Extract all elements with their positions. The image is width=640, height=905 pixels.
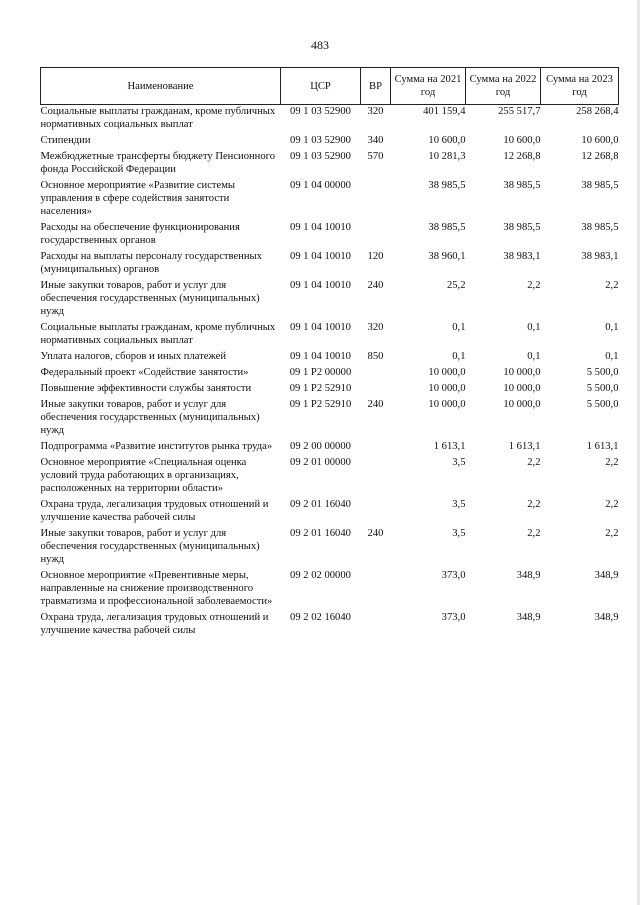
cell-vr: 320	[367, 322, 384, 333]
cell-sum-2022: 10 000,0	[503, 383, 541, 394]
header-sum-2023: Сумма на 2023 год	[541, 68, 619, 105]
cell-sum-2023: 348,9	[594, 612, 619, 623]
cell-sum-2023: 1 613,1	[586, 441, 619, 452]
cell-name: Охрана труда, легализация трудовых отношений и улучшение качества рабочей силы	[40, 612, 269, 636]
cell-sum-2022: 348,9	[516, 570, 541, 581]
cell-name: Иные закупки товаров, работ и услуг для обеспечения государственных (муниципальных) нужд	[40, 528, 260, 565]
table-row	[41, 250, 619, 279]
cell-sum-2022: 0,1	[527, 322, 541, 333]
cell-vr: 240	[367, 280, 384, 291]
cell-sum-2021: 38 960,1	[428, 251, 466, 262]
cell-sum-2021: 38 985,5	[428, 222, 466, 233]
cell-sum-2023: 258 268,4	[576, 106, 619, 117]
cell-sum-2023: 12 268,8	[581, 151, 619, 162]
cell-sum-2021: 3,5	[452, 457, 466, 468]
cell-name: Основное мероприятие «Развитие системы управления в сфере содействия занятости населения»	[40, 180, 236, 217]
cell-sum-2023: 2,2	[605, 528, 619, 539]
cell-name: Основное мероприятие «Специальная оценка условий труда работающих в организациях, расположенных на территории области»	[40, 457, 247, 494]
cell-vr: 120	[367, 251, 384, 262]
cell-name: Повышение эффективности службы занятости	[40, 383, 252, 394]
cell-name: Социальные выплаты гражданам, кроме публичных нормативных социальных выплат	[40, 106, 276, 130]
table-row	[41, 611, 619, 640]
cell-sum-2022: 12 268,8	[503, 151, 541, 162]
cell-name: Иные закупки товаров, работ и услуг для обеспечения государственных (муниципальных) нужд	[40, 280, 260, 317]
table-row	[41, 150, 619, 179]
cell-sum-2023: 5 500,0	[586, 399, 619, 410]
cell-sum-2022: 2,2	[527, 457, 541, 468]
table-row	[41, 279, 619, 321]
cell-name: Расходы на выплаты персоналу государственных (муниципальных) органов	[40, 251, 262, 275]
cell-sum-2021: 10 000,0	[428, 367, 466, 378]
table-row	[41, 179, 619, 221]
cell-sum-2021: 10 000,0	[428, 399, 466, 410]
cell-vr	[361, 611, 391, 640]
cell-sum-2022: 348,9	[516, 612, 541, 623]
cell-csr: 09 1 03 52900	[290, 151, 351, 162]
table-row	[41, 366, 619, 382]
cell-csr: 09 2 01 16040	[290, 528, 351, 539]
cell-name: Охрана труда, легализация трудовых отношений и улучшение качества рабочей силы	[40, 499, 269, 523]
cell-vr	[361, 179, 391, 221]
cell-sum-2021: 10 000,0	[428, 383, 466, 394]
cell-vr	[361, 382, 391, 398]
table-row	[41, 569, 619, 611]
header-vr: ВР	[361, 68, 391, 105]
cell-vr: 570	[367, 151, 384, 162]
cell-vr: 240	[367, 528, 384, 539]
cell-sum-2022: 2,2	[527, 280, 541, 291]
cell-csr: 09 1 04 10010	[290, 322, 351, 333]
table-row	[41, 398, 619, 440]
cell-csr: 09 2 01 16040	[290, 499, 351, 510]
cell-sum-2023: 348,9	[594, 570, 619, 581]
cell-csr: 09 2 01 00000	[290, 457, 351, 468]
cell-sum-2021: 401 159,4	[423, 106, 466, 117]
cell-sum-2022: 2,2	[527, 528, 541, 539]
table-header	[41, 68, 619, 105]
cell-name: Федеральный проект «Содействие занятости»	[40, 367, 249, 378]
cell-vr: 240	[367, 399, 384, 410]
cell-csr: 09 1 03 52900	[290, 106, 351, 117]
cell-sum-2022: 255 517,7	[498, 106, 541, 117]
cell-sum-2022: 1 613,1	[508, 441, 541, 452]
cell-csr: 09 1 P2 52910	[289, 383, 352, 394]
cell-sum-2021: 3,5	[452, 499, 466, 510]
cell-vr: 340	[367, 135, 384, 146]
cell-sum-2022: 10 000,0	[503, 399, 541, 410]
table-row	[41, 440, 619, 456]
cell-vr	[361, 456, 391, 498]
cell-sum-2023: 38 983,1	[581, 251, 619, 262]
cell-sum-2021: 373,0	[441, 570, 466, 581]
cell-sum-2022: 10 600,0	[503, 135, 541, 146]
table-row	[41, 105, 619, 135]
cell-name: Уплата налогов, сборов и иных платежей	[40, 351, 227, 362]
table-row	[41, 456, 619, 498]
cell-sum-2021: 38 985,5	[428, 180, 466, 191]
cell-sum-2022: 10 000,0	[503, 367, 541, 378]
cell-csr: 09 2 02 16040	[290, 612, 351, 623]
cell-csr: 09 1 04 10010	[290, 351, 351, 362]
cell-sum-2022: 38 985,5	[503, 180, 541, 191]
cell-sum-2021: 25,2	[446, 280, 466, 291]
table-row	[41, 527, 619, 569]
page-number: 483	[311, 38, 329, 52]
cell-csr: 09 1 P2 52910	[289, 399, 352, 410]
cell-csr: 09 2 00 00000	[290, 441, 351, 452]
table-row	[41, 350, 619, 366]
cell-sum-2023: 2,2	[605, 457, 619, 468]
cell-vr	[361, 221, 391, 250]
cell-csr: 09 1 04 10010	[290, 222, 351, 233]
cell-sum-2021: 373,0	[441, 612, 466, 623]
cell-sum-2023: 2,2	[605, 280, 619, 291]
cell-sum-2023: 10 600,0	[581, 135, 619, 146]
cell-csr: 09 1 04 10010	[290, 251, 351, 262]
cell-csr: 09 1 04 10010	[290, 280, 351, 291]
cell-csr: 09 1 03 52900	[290, 135, 351, 146]
cell-sum-2023: 2,2	[605, 499, 619, 510]
header-sum-2022: Сумма на 2022 год	[466, 68, 541, 105]
cell-vr	[361, 440, 391, 456]
cell-name: Расходы на обеспечение функционирования государственных органов	[40, 222, 240, 246]
cell-csr: 09 1 04 00000	[290, 180, 351, 191]
cell-name: Подпрограмма «Развитие институтов рынка труда»	[40, 441, 273, 452]
cell-name: Иные закупки товаров, работ и услуг для обеспечения государственных (муниципальных) нужд	[40, 399, 260, 436]
cell-vr: 320	[367, 106, 384, 117]
cell-sum-2023: 0,1	[605, 351, 619, 362]
cell-sum-2022: 38 983,1	[503, 251, 541, 262]
cell-sum-2023: 38 985,5	[581, 222, 619, 233]
cell-vr	[361, 569, 391, 611]
cell-sum-2021: 3,5	[452, 528, 466, 539]
cell-csr: 09 1 P2 00000	[289, 367, 352, 378]
header-sum-2021: Сумма на 2021 год	[391, 68, 466, 105]
cell-sum-2023: 5 500,0	[586, 383, 619, 394]
table-body	[41, 105, 619, 641]
cell-sum-2022: 2,2	[527, 499, 541, 510]
table-row	[41, 321, 619, 350]
cell-sum-2023: 0,1	[605, 322, 619, 333]
cell-sum-2021: 10 600,0	[428, 135, 466, 146]
cell-name: Межбюджетные трансферты бюджету Пенсионного фонда Российской Федерации	[40, 151, 276, 175]
cell-sum-2021: 1 613,1	[433, 441, 466, 452]
table-row	[41, 134, 619, 150]
cell-sum-2021: 0,1	[452, 351, 466, 362]
cell-vr	[361, 366, 391, 382]
cell-sum-2022: 0,1	[527, 351, 541, 362]
cell-csr: 09 2 02 00000	[290, 570, 351, 581]
table-row	[41, 382, 619, 398]
cell-sum-2021: 10 281,3	[428, 151, 466, 162]
budget-table	[40, 67, 619, 640]
cell-vr	[361, 498, 391, 527]
header-name: Наименование	[41, 68, 281, 105]
table-row	[41, 221, 619, 250]
cell-vr: 850	[367, 351, 384, 362]
cell-name: Социальные выплаты гражданам, кроме публичных нормативных социальных выплат	[40, 322, 276, 346]
cell-sum-2022: 38 985,5	[503, 222, 541, 233]
cell-name: Стипендии	[40, 135, 91, 146]
cell-sum-2023: 5 500,0	[586, 367, 619, 378]
table-row	[41, 498, 619, 527]
cell-sum-2023: 38 985,5	[581, 180, 619, 191]
cell-name: Основное мероприятие «Превентивные меры, направленные на снижение производственного травматизма и профессиональной заболеваемости»	[40, 570, 273, 607]
cell-sum-2021: 0,1	[452, 322, 466, 333]
header-csr: ЦСР	[281, 68, 361, 105]
